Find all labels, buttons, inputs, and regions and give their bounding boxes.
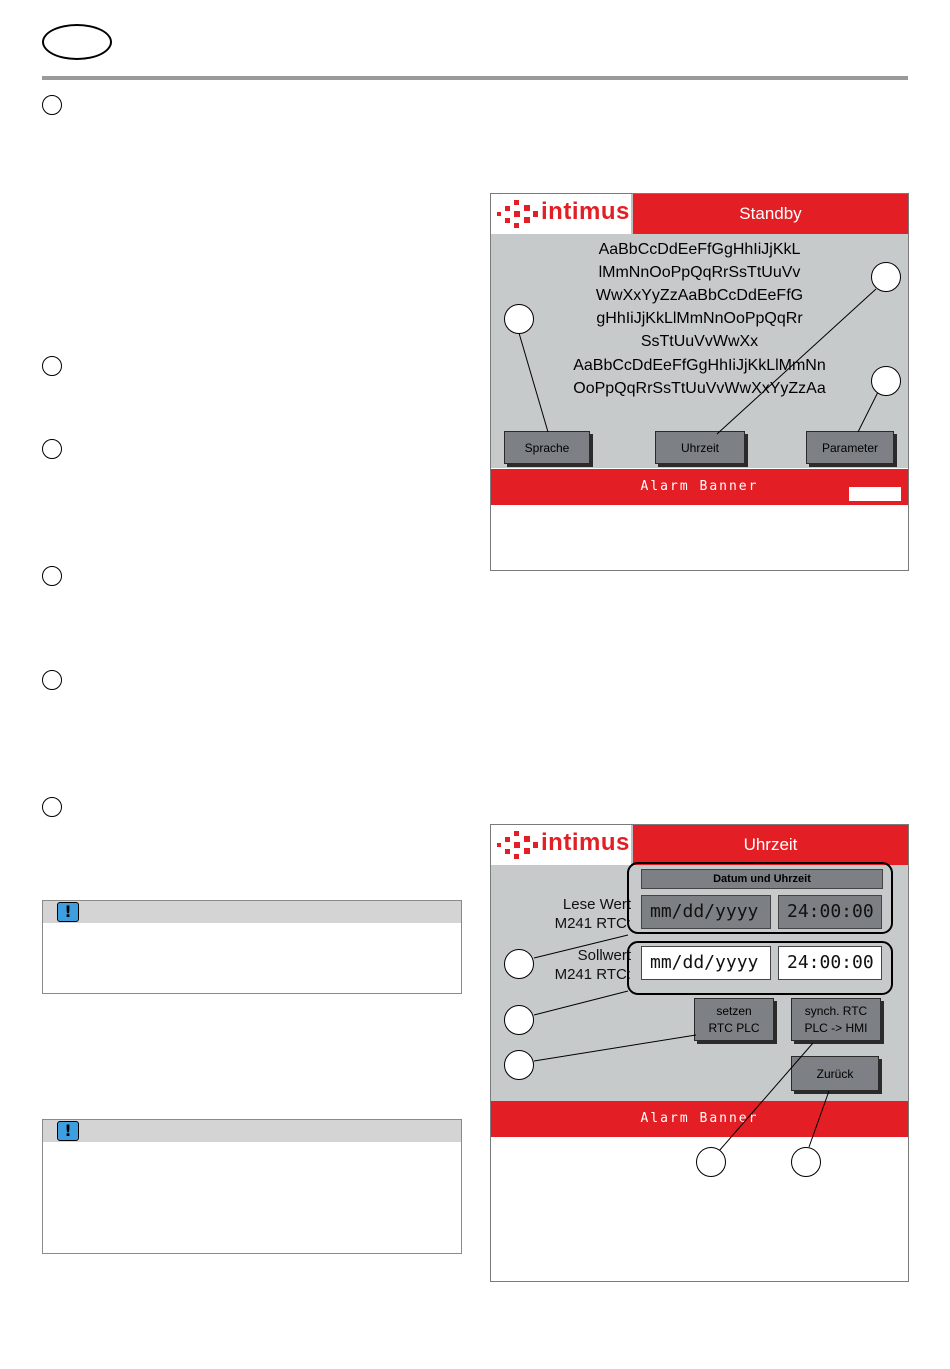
hmi-screen-standby [490, 193, 909, 571]
charset-sample: AaBbCcDdEeFfGgHhIiJjKkL lMmNnOoPpQqRrSsTtUuVv WwXxYyZzAaBbCcDdEeFfG gHhIiJjKkLlMmNnOoPpQqRr SsTtUuVvWwXx [595, 241, 804, 350]
read-date-display: mm/dd/yyyy [641, 895, 771, 929]
set-rtc-plc-button[interactable]: setzen RTC PLC [694, 998, 774, 1041]
group-header: Datum und Uhrzeit [641, 869, 883, 889]
intimus-logo: intimus [491, 194, 633, 234]
note-box-1 [42, 900, 462, 994]
alarm-banner: Alarm Banner [491, 1101, 908, 1137]
set-value-label: Sollwert M241 RTC: [554, 947, 631, 983]
read-value-label: Lese Wert M241 RTC: [554, 896, 631, 932]
section-marker-4 [42, 566, 62, 586]
back-button[interactable]: Zurück [791, 1056, 879, 1091]
warning-icon: ! [57, 1121, 79, 1141]
charset-sample-2: AaBbCcDdEeFfGgHhIiJjKkLlMmNn OoPpQqRrSsTtUuVvWwXxYyZzAa [573, 357, 826, 397]
section-marker-5 [42, 670, 62, 690]
set-time-input[interactable]: 24:00:00 [778, 946, 882, 980]
callout-marker [871, 366, 901, 396]
note-header [43, 901, 461, 923]
callout-marker [504, 1050, 534, 1080]
callout-lines [491, 194, 909, 571]
callout-lines [491, 825, 909, 1282]
language-badge [42, 24, 112, 60]
warning-icon: ! [57, 902, 79, 922]
section-marker-2 [42, 356, 62, 376]
time-button[interactable]: Uhrzeit [655, 431, 745, 464]
intimus-logo: intimus [491, 825, 633, 865]
screen-title: Standby [739, 204, 802, 223]
sync-rtc-button[interactable]: synch. RTC PLC -> HMI [791, 998, 881, 1041]
callout-marker [696, 1147, 726, 1177]
callout-marker [504, 949, 534, 979]
read-time-display: 24:00:00 [778, 895, 882, 929]
header-rule [42, 76, 908, 80]
section-marker-6 [42, 797, 62, 817]
edge-marker [908, 505, 909, 571]
note-box-2 [42, 1119, 462, 1254]
callout-marker [871, 262, 901, 292]
hmi-screen-time [490, 824, 909, 1282]
set-date-input[interactable]: mm/dd/yyyy [641, 946, 771, 980]
section-marker-3 [42, 439, 62, 459]
callout-marker [791, 1147, 821, 1177]
alarm-banner: Alarm Banner [491, 469, 908, 505]
note-header [43, 1120, 461, 1142]
parameter-button[interactable]: Parameter [806, 431, 894, 464]
callout-marker [504, 1005, 534, 1035]
section-marker-1 [42, 95, 62, 115]
language-button[interactable]: Sprache [504, 431, 590, 464]
screen-title: Uhrzeit [743, 835, 798, 854]
callout-marker [504, 304, 534, 334]
